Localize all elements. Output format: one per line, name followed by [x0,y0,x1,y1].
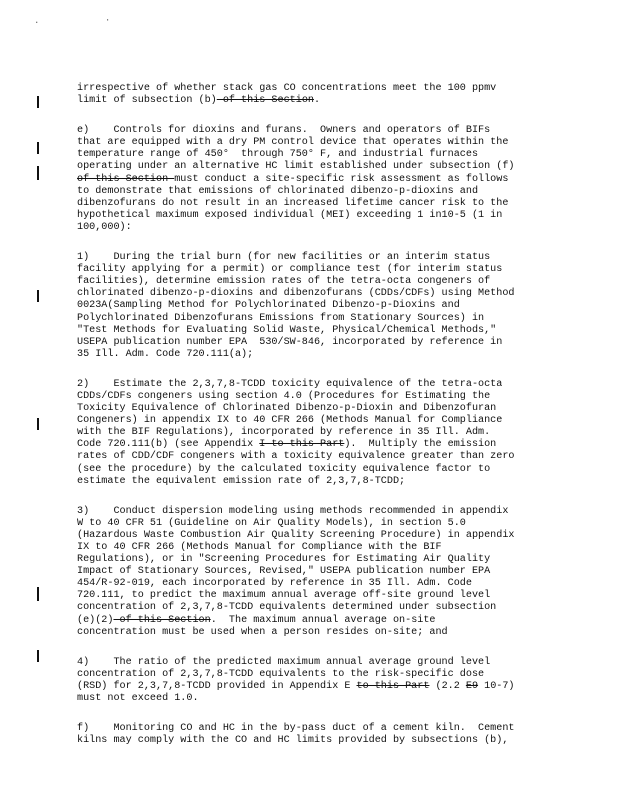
text-line [77,693,612,705]
text-segment: concentration of 2,3,7,8-TCDD equivalents determined under subsection [77,602,497,614]
revision-bar [37,96,39,108]
revision-bar [37,418,39,430]
revision-bar [37,142,39,154]
text-line [77,300,612,312]
struck-text: E9 [465,680,479,692]
text-segment: with the BIF Regulations), incorporated by reference in 35 Ill. Adm. [77,427,491,439]
struck-text: of this Section [216,95,314,107]
text-segment: chlorinated dibenzo-p-dioxins and dibenzofurans (CDDs/CDFs) using Method [77,288,515,300]
text-line [77,627,612,639]
revision-bar [37,166,39,180]
text-segment: 720.111, to predict the maximum annual average off-site ground level [77,590,491,602]
paragraph [77,125,612,234]
text-line [77,602,612,614]
text-line [77,506,612,518]
text-segment: kilns may comply with the CO and HC limits provided by subsections (b), [77,735,509,747]
text-segment: Polychlorinated Dibenzofurans Emissions from Stationary Sources) in [77,312,485,324]
text-segment: Impact of Stationary Sources, Revised," USEPA publication number EPA [77,566,491,578]
text-line [77,451,612,463]
text-line [77,669,612,681]
text-line [77,161,612,173]
text-line [77,379,612,391]
text-segment: dibenzofurans do not result in an increased lifetime cancer risk to the [77,197,509,209]
text-line [77,391,612,403]
text-segment: (Hazardous Waste Combustion Air Quality Screening Procedure) in appendix [77,529,515,541]
text-line [77,415,612,427]
struck-text: I to this Part [259,439,345,451]
struck-text: of this Section [113,614,211,626]
revision-bar [37,290,39,302]
text-line [77,264,612,276]
text-segment: . The maximum annual average on-site [210,614,436,626]
paragraph [77,723,612,747]
text-line [77,325,612,337]
text-segment: 0023A(Sampling Method for Polychlorinated Dibenzo-p-Dioxins and [77,300,460,312]
text-segment: ). Multiply the emission [344,439,497,451]
text-line [77,735,612,747]
text-segment: Regulations), or in "Screening Procedures for Estimating Air Quality [77,554,491,566]
text-line [77,149,612,161]
struck-text: of this Section [77,173,175,185]
revision-bar [37,587,39,601]
text-segment: e) Controls for dioxins and furans. Owners and operators of BIFs [77,125,491,137]
text-line [77,222,612,234]
text-line [77,83,612,95]
text-line [77,288,612,300]
text-line [77,530,612,542]
text-segment: 2) Estimate the 2,3,7,8-TCDD toxicity equivalence of the tetra-octa [77,378,503,390]
text-segment: facility applying for a permit) or compliance test (for interim status [77,264,503,276]
document-body [77,83,612,765]
text-segment: (RSD) for 2,3,7,8-TCDD provided in Appendix E [77,680,357,692]
text-segment: IX to 40 CFR 266 (Methods Manual for Compliance with the BIF [77,542,442,553]
text-segment: 3) Conduct dispersion modeling using methods recommended in appendix [77,505,509,517]
text-segment: 35 Ill. Adm. Code 720.111(a); [77,348,254,360]
text-line [77,403,612,415]
text-segment: rates of CDD/CDF congeners with a toxicity equivalence greater than zero [77,451,515,463]
paragraph [77,506,612,639]
scan-specks: . · [34,16,141,26]
text-segment: 1) During the trial burn (for new facilities or an interim status [77,252,491,264]
paragraph [77,252,612,361]
text-segment: hypothetical maximum exposed individual (MEI) exceeding 1 in10-5 (1 in [77,209,503,221]
text-segment: CDDs/CDFs congeners using section 4.0 (Procedures for Estimating the [77,390,491,402]
text-segment: facilities), determine emission rates of the tetra-octa congeners of [77,276,491,288]
text-segment: operating under an alternative HC limit established under subsection (f) [77,161,515,173]
text-line [77,252,612,264]
text-segment: f) Monitoring CO and HC in the by-pass duct of a cement kiln. Cement [77,723,515,735]
paragraph [77,379,612,488]
text-segment: . [313,95,321,107]
text-line [77,125,612,137]
text-segment: Code 720.111(b) (see Appendix [77,439,260,451]
text-line [77,95,612,107]
text-line [77,590,612,602]
text-segment: 100,000): [77,221,132,233]
text-line [77,313,612,325]
text-line [77,554,612,566]
text-line [77,578,612,590]
text-segment: 4) The ratio of the predicted maximum annual average ground level [77,656,491,668]
text-segment: irrespective of whether stack gas CO concentrations meet the 100 ppmv [77,83,497,94]
text-segment: W to 40 CFR 51 (Guideline on Air Quality Models), in section 5.0 [77,517,466,529]
text-segment: 10-7) [478,680,515,692]
text-segment: must conduct a site-specific risk assessment as follows [174,173,509,185]
text-segment: "Test Methods for Evaluating Solid Waste, Physical/Chemical Methods," [77,324,497,336]
text-line [77,210,612,222]
text-line [77,349,612,361]
text-segment: 454/R-92-019, each incorporated by reference in 35 Ill. Adm. Code [77,578,472,590]
text-line [77,464,612,476]
text-segment: to demonstrate that emissions of chlorinated dibenzo-p-dioxins and [77,185,479,197]
text-line [77,276,612,288]
text-segment: USEPA publication number EPA 530/SW-846, incorporated by reference in [77,336,503,348]
text-segment: that are equipped with a dry PM control device that operates within the [77,137,509,149]
text-line [77,723,612,735]
text-segment: concentration must be used when a person resides on-site; and [77,626,448,638]
text-line [77,337,612,349]
text-line [77,427,612,439]
text-line [77,566,612,578]
paragraph [77,657,612,705]
text-line [77,657,612,669]
text-segment: estimate the equivalent emission rate of 2,3,7,8-TCDD; [77,475,406,487]
struck-text: to this Part [356,680,430,692]
text-line [77,186,612,198]
text-segment: Toxicity Equivalence of Chlorinated Dibenzo-p-Dioxin and Dibenzofuran [77,403,497,415]
text-segment: must not exceed 1.0. [77,693,199,705]
text-line [77,615,612,627]
text-segment: concentration of 2,3,7,8-TCDD equivalents to the risk-specific dose [77,668,485,680]
text-line [77,439,612,451]
text-segment: temperature range of 450° through 750° F, and industrial furnaces [77,149,479,161]
text-segment: limit of subsection (b) [77,95,217,107]
text-line [77,174,612,186]
text-segment: (2.2 [429,680,466,692]
text-segment: Congeners) in appendix IX to 40 CFR 266 (Methods Manual for Compliance [77,415,503,427]
text-line [77,542,612,554]
text-segment: (see the procedure) by the calculated toxicity equivalence factor to [77,463,491,475]
text-line [77,681,612,693]
revision-bar [37,650,39,662]
text-line [77,476,612,488]
text-segment: (e)(2) [77,614,114,626]
text-line [77,198,612,210]
text-line [77,137,612,149]
paragraph [77,83,612,107]
text-line [77,518,612,530]
